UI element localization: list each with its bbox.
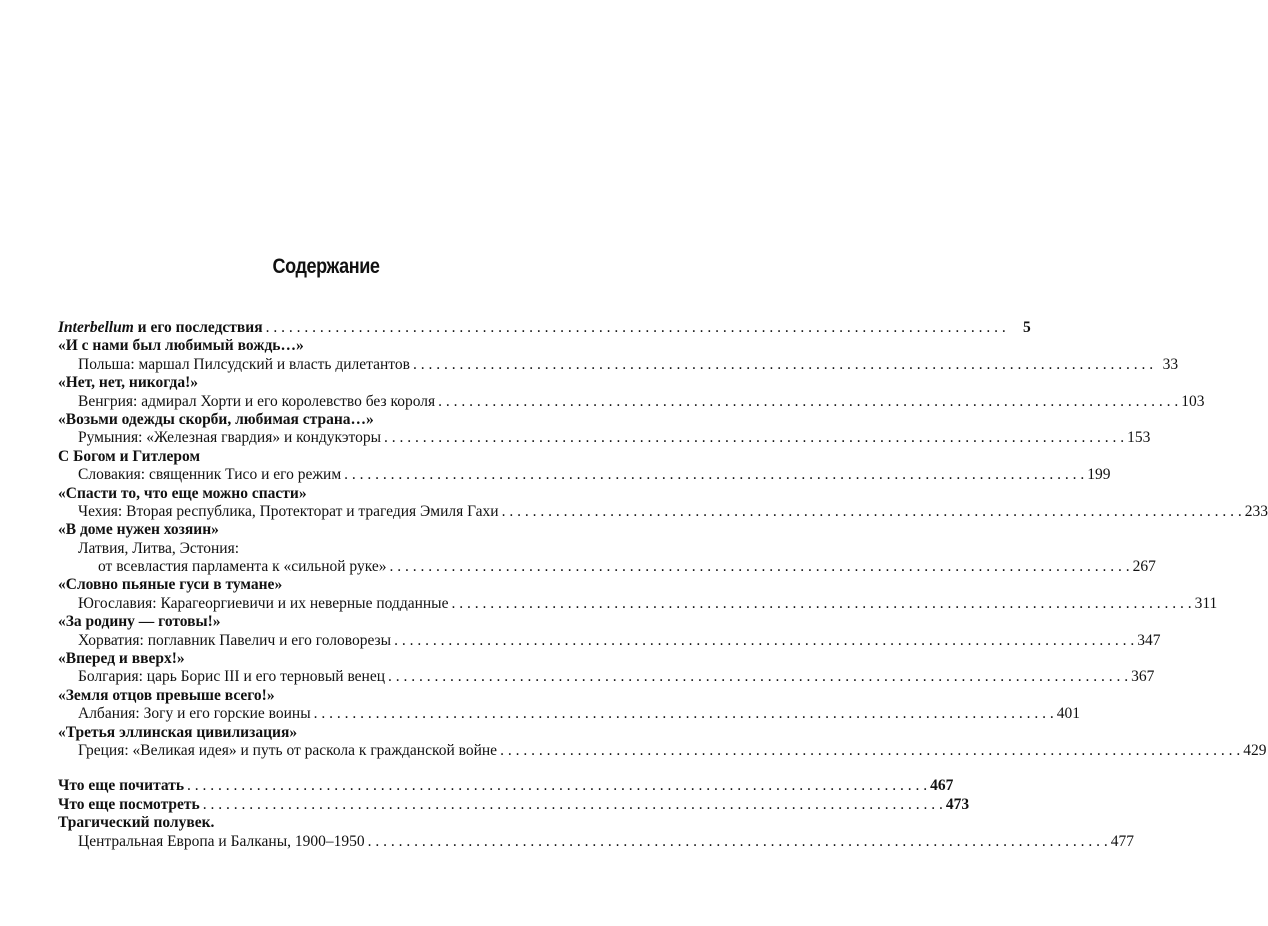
toc-entry bbox=[58, 741, 1267, 760]
toc-page-number: 473 bbox=[945, 795, 970, 813]
leader-dots bbox=[266, 319, 1006, 337]
leader-dots bbox=[413, 356, 1153, 374]
toc-page-number: 5 bbox=[1022, 319, 1031, 336]
toc-section-heading bbox=[58, 613, 582, 631]
toc-section-heading bbox=[58, 374, 582, 392]
toc-entry bbox=[58, 429, 1151, 447]
leader-dots bbox=[314, 705, 1054, 723]
toc-page-number: 267 bbox=[1132, 558, 1156, 576]
table-of-contents bbox=[58, 319, 1268, 851]
toc-entry-title: «В доме нужен хозяин» bbox=[58, 521, 219, 539]
leader-dots bbox=[500, 742, 1240, 760]
toc-entry-italic: Interbellum bbox=[58, 319, 134, 336]
toc-page-number: 477 bbox=[1110, 832, 1134, 850]
toc-section-heading bbox=[58, 521, 582, 539]
toc-section-heading bbox=[58, 485, 582, 503]
toc-entry-title: Хорватия: поглавник Павелич и его головорезы bbox=[78, 631, 392, 649]
toc-section-heading bbox=[58, 724, 582, 742]
leader-dots bbox=[390, 558, 1130, 576]
toc-entry-title: Латвия, Литва, Эстония: bbox=[78, 539, 240, 557]
toc-entry bbox=[58, 594, 1218, 613]
toc-section-heading bbox=[58, 337, 582, 355]
toc-entry bbox=[58, 392, 1205, 411]
toc-page-number: 429 bbox=[1243, 741, 1267, 759]
toc-entry-title: «За родину — готовы!» bbox=[58, 613, 221, 631]
toc-entry bbox=[58, 355, 1179, 374]
toc-entry bbox=[58, 832, 1134, 851]
toc-page-number: 347 bbox=[1137, 631, 1161, 649]
toc-entry bbox=[58, 705, 1081, 723]
toc-entry-title: «И с нами был любимый вождь…» bbox=[58, 337, 304, 355]
toc-section-heading bbox=[58, 448, 582, 466]
toc-entry-title: «Земля отцов превыше всего!» bbox=[58, 686, 275, 704]
toc-entry-title: Польша: маршал Пилсудский и власть дилетантов bbox=[78, 355, 410, 373]
toc-entry bbox=[58, 631, 1161, 650]
toc-section-heading bbox=[58, 777, 954, 795]
leader-dots bbox=[344, 466, 1084, 484]
leader-dots bbox=[451, 595, 1191, 613]
toc-entry-title: Болгария: царь Борис III и его терновый венец bbox=[78, 668, 386, 686]
toc-page-number: 233 bbox=[1244, 502, 1268, 520]
toc-entry-title: «Нет, нет, никогда!» bbox=[58, 374, 198, 392]
toc-section-heading bbox=[58, 319, 1031, 337]
toc-page-number: 367 bbox=[1131, 668, 1155, 686]
toc-entry-title: Албания: Зогу и его горские воины bbox=[78, 705, 311, 723]
toc-entry-title: «Спасти то, что еще можно спасти» bbox=[58, 484, 307, 502]
toc-page-number: 199 bbox=[1087, 466, 1111, 484]
toc-entry bbox=[58, 558, 1156, 576]
leader-dots bbox=[502, 503, 1242, 521]
toc-spacer bbox=[58, 760, 582, 777]
toc-entry-title: Центральная Европа и Балканы, 1900–1950 bbox=[78, 832, 365, 850]
toc-section-heading bbox=[58, 795, 970, 814]
toc-entry-title: «Словно пьяные гуси в тумане» bbox=[58, 576, 283, 594]
toc-entry-title: С Богом и Гитлером bbox=[58, 447, 201, 465]
toc-entry-title: от всевластия парламента к «сильной руке» bbox=[98, 558, 387, 576]
toc-entry bbox=[58, 502, 1268, 521]
leader-dots bbox=[203, 796, 943, 814]
toc-page-number: 103 bbox=[1181, 392, 1205, 410]
toc-entry-title: Словакия: священник Тисо и его режим bbox=[78, 466, 342, 484]
toc-section-heading bbox=[58, 650, 582, 668]
toc-page-number: 33 bbox=[1162, 355, 1179, 373]
toc-entry-title: Чехия: Вторая республика, Протекторат и трагедия Эмиля Гахи bbox=[78, 502, 499, 520]
toc-entry-title: Что еще посмотреть bbox=[58, 795, 200, 813]
toc-entry bbox=[58, 466, 1111, 484]
toc-section-heading bbox=[58, 687, 582, 705]
leader-dots bbox=[438, 393, 1178, 411]
leader-dots bbox=[187, 777, 927, 795]
toc-section-heading bbox=[58, 576, 582, 594]
leader-dots bbox=[394, 632, 1134, 650]
toc-page-number: 401 bbox=[1056, 705, 1081, 723]
toc-entry-title: Interbellum и его последствия bbox=[58, 319, 263, 336]
toc-entry-title: «Вперед и вверх!» bbox=[58, 650, 185, 668]
toc-page-number: 467 bbox=[930, 777, 954, 795]
toc-entry bbox=[58, 668, 1155, 686]
toc-entry-title: Что еще почитать bbox=[58, 777, 185, 795]
toc-section-heading bbox=[58, 411, 582, 429]
toc-page-number: 153 bbox=[1127, 429, 1151, 447]
page-title: Содержание bbox=[272, 255, 380, 278]
toc-entry-title: Трагический полувек. bbox=[58, 814, 215, 832]
toc-entry-title: Венгрия: адмирал Хорти и его королевство без короля bbox=[78, 392, 436, 410]
toc-page-number: 311 bbox=[1194, 594, 1218, 612]
toc-entry-title: «Возьми одежды скорби, любимая страна…» bbox=[58, 410, 374, 428]
toc-entry-title: Румыния: «Железная гвардия» и кондукэторы bbox=[78, 429, 382, 447]
toc-entry-title: Греция: «Великая идея» и путь от раскола к гражданской войне bbox=[78, 741, 498, 759]
leader-dots bbox=[384, 429, 1124, 447]
toc-entry bbox=[58, 540, 582, 558]
toc-entry-title: «Третья эллинская цивилизация» bbox=[58, 723, 298, 741]
leader-dots bbox=[368, 833, 1108, 851]
toc-section-heading bbox=[58, 814, 582, 832]
leader-dots bbox=[388, 668, 1128, 686]
toc-entry-title: Югославия: Карагеоргиевичи и их неверные подданные bbox=[78, 594, 449, 612]
